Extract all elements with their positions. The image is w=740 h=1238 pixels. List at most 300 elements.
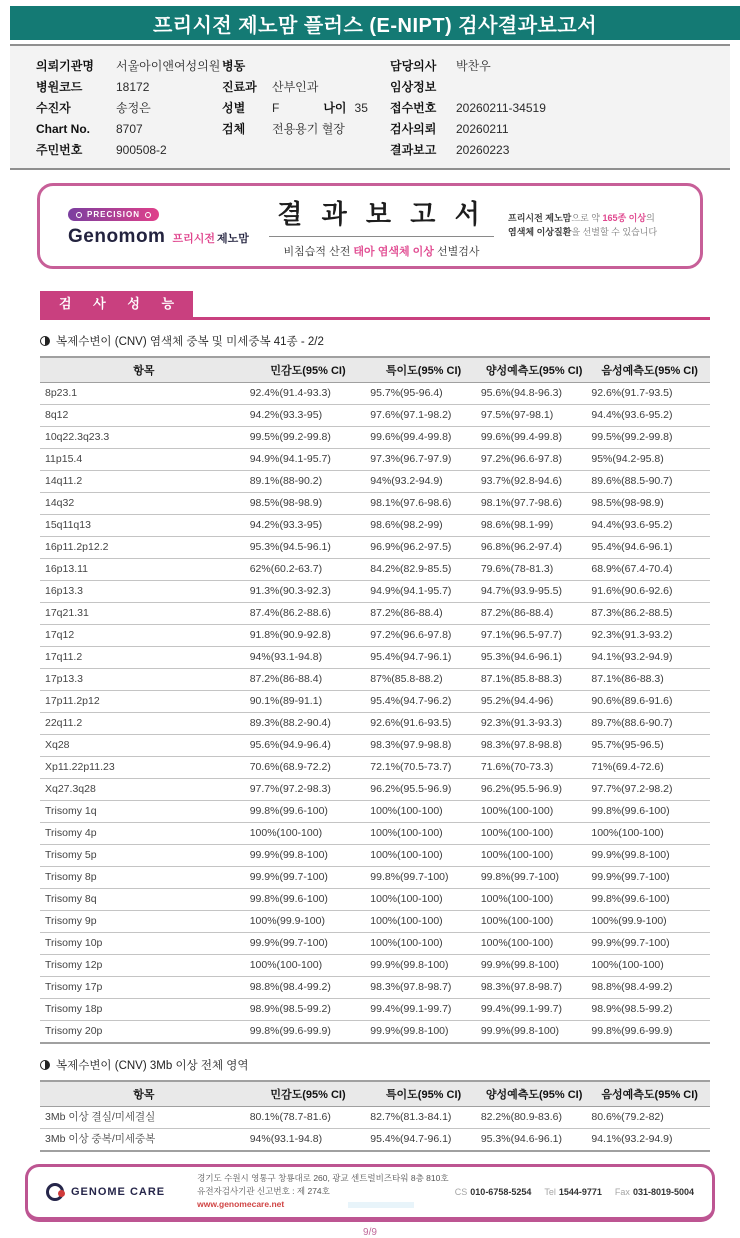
patient-info-row [222, 97, 390, 118]
table-row [40, 888, 710, 910]
patient-info-row [36, 55, 222, 76]
info-label: 의뢰기관명 [36, 59, 94, 73]
value-cell: 87%(85.8-88.2) [368, 668, 479, 690]
value-cell: 95.4%(94.7-96.2) [368, 690, 479, 712]
info-value: 20260223 [456, 142, 510, 157]
value-cell: 93.7%(92.8-94.6) [479, 470, 590, 492]
item-cell: 17q11.2 [40, 646, 248, 668]
patient-info-row [222, 55, 390, 76]
value-cell: 95%(94.2-95.8) [589, 448, 710, 470]
value-cell: 100%(100-100) [479, 800, 590, 822]
item-cell: Trisomy 8p [40, 866, 248, 888]
value-cell: 94.2%(93.3-95) [248, 404, 369, 426]
value-cell: 87.1%(85.8-88.3) [479, 668, 590, 690]
info-label: Chart No. [36, 121, 90, 136]
banner-subtitle-accent: 태아 염색체 이상 [353, 245, 434, 258]
banner-note-line1 [508, 212, 682, 226]
table-row [40, 668, 710, 690]
table-row [40, 602, 710, 624]
value-cell: 100%(100-100) [368, 888, 479, 910]
tel-label: Tel [544, 1186, 556, 1197]
tel-number: 1544-9771 [558, 1186, 602, 1197]
value-cell: 99.5%(99.2-99.8) [589, 426, 710, 448]
info-label: 검체 [222, 122, 246, 136]
note-bold-1: 프리시전 제노맘 [508, 213, 572, 224]
value-cell: 98.3%(97.9-98.8) [368, 734, 479, 756]
info-value: 35 [354, 100, 368, 115]
value-cell: 89.1%(88-90.2) [248, 470, 369, 492]
value-cell: 71%(69.4-72.6) [589, 756, 710, 778]
value-cell: 100%(100-100) [368, 822, 479, 844]
brand-kr-pink: 프리시전 [172, 232, 215, 245]
banner-rule [269, 236, 494, 237]
item-cell: Trisomy 18p [40, 998, 248, 1020]
value-cell: 97.7%(97.2-98.3) [248, 778, 369, 800]
value-cell: 94.9%(94.1-95.7) [248, 448, 369, 470]
value-cell: 99.9%(99.8-100) [248, 844, 369, 866]
half-circle-icon [40, 336, 50, 346]
banner-center [255, 194, 508, 259]
patient-info-row [36, 76, 222, 97]
value-cell: 97.3%(96.7-97.9) [368, 448, 479, 470]
patient-info-row [36, 118, 222, 139]
value-cell: 99.6%(99.4-99.8) [479, 426, 590, 448]
value-cell: 95.3%(94.6-96.1) [479, 1128, 590, 1151]
genome-care-logo [46, 1183, 165, 1201]
value-cell: 98.6%(98.1-99) [479, 514, 590, 536]
value-cell: 92.4%(91.4-93.3) [248, 382, 369, 404]
value-cell: 92.3%(91.3-93.2) [589, 624, 710, 646]
value-cell: 100%(100-100) [479, 888, 590, 910]
note-bold-2: 염색체 이상질환 [508, 227, 572, 237]
table-row [40, 800, 710, 822]
brand-line [68, 226, 255, 248]
value-cell: 94%(93.1-94.8) [248, 1128, 369, 1151]
value-cell: 91.6%(90.6-92.6) [589, 580, 710, 602]
info-label: 성별 [222, 101, 246, 115]
table-row [40, 382, 710, 404]
info-label: 결과보고 [390, 143, 437, 157]
genomom-logo [40, 205, 255, 248]
value-cell: 99.8%(99.6-99.9) [248, 1020, 369, 1043]
item-cell: Xp11.22p11.23 [40, 756, 248, 778]
table-row [40, 470, 710, 492]
value-cell: 99.9%(99.8-100) [479, 1020, 590, 1043]
value-cell: 94.1%(93.2-94.9) [589, 1128, 710, 1151]
tel-contact [544, 1187, 602, 1197]
value-cell: 99.8%(99.7-100) [479, 866, 590, 888]
footer-panel [25, 1164, 715, 1222]
perf-table-2 [40, 1080, 710, 1152]
value-cell: 96.2%(95.5-96.9) [479, 778, 590, 800]
item-cell: 14q11.2 [40, 470, 248, 492]
precision-badge-label: PRECISION [87, 210, 141, 219]
value-cell: 82.2%(80.9-83.6) [479, 1106, 590, 1128]
value-cell: 100%(99.9-100) [589, 910, 710, 932]
banner-subtitle-pre: 비침습적 산전 [283, 245, 354, 258]
value-cell: 100%(100-100) [368, 800, 479, 822]
cs-label: CS [454, 1186, 468, 1197]
value-cell: 72.1%(70.5-73.7) [368, 756, 479, 778]
value-cell: 99.4%(99.1-99.7) [479, 998, 590, 1020]
patient-info-col3 [390, 55, 730, 160]
perf-table-1 [40, 356, 710, 1044]
value-cell: 100%(100-100) [479, 910, 590, 932]
value-cell: 98.8%(98.4-99.2) [248, 976, 369, 998]
table-row [40, 910, 710, 932]
item-cell: 3Mb 이상 중복/미세중복 [40, 1128, 248, 1151]
patient-info-row [36, 97, 222, 118]
fax-number: 031-8019-5004 [632, 1186, 694, 1197]
table-row [40, 514, 710, 536]
value-cell: 82.7%(81.3-84.1) [368, 1106, 479, 1128]
patient-info-col1 [10, 55, 222, 160]
patient-info-row [390, 139, 730, 160]
value-cell: 94.1%(93.2-94.9) [589, 646, 710, 668]
value-cell: 89.3%(88.2-90.4) [248, 712, 369, 734]
item-cell: Trisomy 1q [40, 800, 248, 822]
item-cell: 14q32 [40, 492, 248, 514]
note-end-1: 의 [646, 213, 655, 224]
value-cell: 99.9%(99.8-100) [479, 954, 590, 976]
badge-dot-icon [76, 212, 82, 218]
value-cell: 94.9%(94.1-95.7) [368, 580, 479, 602]
value-cell: 97.6%(97.1-98.2) [368, 404, 479, 426]
table-row [40, 448, 710, 470]
info-label: 주민번호 [36, 143, 83, 157]
item-cell: 17q21.31 [40, 602, 248, 624]
item-cell: 17p13.3 [40, 668, 248, 690]
value-cell: 89.7%(88.6-90.7) [589, 712, 710, 734]
info-value: 8707 [116, 121, 143, 136]
table-row [40, 1128, 710, 1151]
banner-subtitle-post: 선별검사 [433, 245, 480, 258]
item-cell: 16p13.11 [40, 558, 248, 580]
table-row [40, 558, 710, 580]
info-label: 접수번호 [390, 101, 437, 115]
value-cell: 99.9%(99.8-100) [368, 1020, 479, 1043]
value-cell: 97.2%(96.6-97.8) [368, 624, 479, 646]
value-cell: 99.9%(99.7-100) [248, 866, 369, 888]
footer-website-link[interactable]: www.genomecare.net [197, 1199, 285, 1210]
table-row [40, 998, 710, 1020]
cnv-table1-subtitle [40, 333, 740, 349]
value-cell: 99.8%(99.7-100) [368, 866, 479, 888]
banner-title: 결 과 보 고 서 [277, 198, 486, 229]
genome-care-mark-icon [46, 1183, 64, 1201]
value-cell: 84.2%(82.9-85.5) [368, 558, 479, 580]
value-cell: 99.5%(99.2-99.8) [248, 426, 369, 448]
table-row [40, 1020, 710, 1043]
info-value: 20260211-34519 [456, 100, 546, 115]
value-cell: 80.6%(79.2-82) [589, 1106, 710, 1128]
column-header: 음성예측도(95% CI) [589, 1081, 710, 1107]
value-cell: 71.6%(70-73.3) [479, 756, 590, 778]
value-cell: 98.5%(98-98.9) [589, 492, 710, 514]
note-end-2: 을 선별할 수 있습니다 [571, 227, 658, 237]
item-cell: Trisomy 4p [40, 822, 248, 844]
cs-number: 010-6758-5254 [470, 1186, 532, 1197]
genome-care-name: GENOME CARE [71, 1185, 166, 1198]
info-value: 송정은 [116, 101, 151, 115]
precision-badge [68, 208, 159, 221]
item-cell: Trisomy 10p [40, 932, 248, 954]
value-cell: 98.9%(98.5-99.2) [248, 998, 369, 1020]
value-cell: 100%(100-100) [248, 822, 369, 844]
performance-section-title: 검 사 성 능 [40, 291, 193, 317]
value-cell: 87.2%(86-88.4) [368, 602, 479, 624]
item-cell: Trisomy 8q [40, 888, 248, 910]
note-accent: 165종 이상 [602, 213, 647, 224]
performance-section-rule [40, 291, 710, 320]
info-value: 서울아이앤여성의원 [116, 59, 221, 73]
cnv-table1-subtitle-text: 복제수변이 (CNV) 염색체 중복 및 미세중복 41종 - 2/2 [56, 335, 324, 348]
info-value: 산부인과 [272, 80, 319, 94]
value-cell: 79.6%(78-81.3) [479, 558, 590, 580]
value-cell: 98.3%(97.8-98.7) [479, 976, 590, 998]
item-cell: Trisomy 17p [40, 976, 248, 998]
item-cell: Trisomy 12p [40, 954, 248, 976]
report-title: 프리시전 제노맘 플러스 (E-NIPT) 검사결과보고서 [152, 14, 598, 37]
value-cell: 87.2%(86-88.4) [479, 602, 590, 624]
value-cell: 98.8%(98.4-99.2) [589, 976, 710, 998]
value-cell: 92.3%(91.3-93.3) [479, 712, 590, 734]
banner-note-line2 [508, 226, 682, 240]
value-cell: 100%(100-100) [368, 932, 479, 954]
value-cell: 95.2%(94.4-96) [479, 690, 590, 712]
patient-info-col2 [222, 55, 390, 160]
item-cell: Trisomy 9p [40, 910, 248, 932]
cnv-table2-subtitle [40, 1057, 740, 1073]
info-label: 나이 [323, 101, 347, 115]
column-header: 특이도(95% CI) [368, 357, 479, 383]
column-header: 특이도(95% CI) [368, 1081, 479, 1107]
value-cell: 100%(100-100) [368, 910, 479, 932]
column-header: 항목 [40, 357, 248, 383]
item-cell: Xq28 [40, 734, 248, 756]
value-cell: 98.3%(97.8-98.8) [479, 734, 590, 756]
patient-info-row [222, 118, 390, 139]
column-header: 항목 [40, 1081, 248, 1107]
table-row [40, 580, 710, 602]
value-cell: 62%(60.2-63.7) [248, 558, 369, 580]
value-cell: 94.4%(93.6-95.2) [589, 404, 710, 426]
info-value: F [272, 100, 280, 115]
table-row [40, 976, 710, 998]
table-row [40, 932, 710, 954]
banner-subtitle [255, 243, 508, 259]
patient-info-row [390, 118, 730, 139]
patient-info-panel [10, 44, 730, 170]
value-cell: 70.6%(68.9-72.2) [248, 756, 369, 778]
item-cell: 8p23.1 [40, 382, 248, 404]
value-cell: 92.6%(91.7-93.5) [589, 382, 710, 404]
table-row [40, 404, 710, 426]
column-header: 음성예측도(95% CI) [589, 357, 710, 383]
table-row [40, 536, 710, 558]
value-cell: 94%(93.2-94.9) [368, 470, 479, 492]
info-value: 박찬우 [456, 59, 491, 73]
value-cell: 99.9%(99.8-100) [589, 844, 710, 866]
column-header: 민감도(95% CI) [248, 357, 369, 383]
value-cell: 87.4%(86.2-88.6) [248, 602, 369, 624]
table-header-row [40, 1081, 710, 1107]
value-cell: 100%(100-100) [589, 954, 710, 976]
value-cell: 91.3%(90.3-92.3) [248, 580, 369, 602]
value-cell: 94.2%(93.3-95) [248, 514, 369, 536]
value-cell: 99.8%(99.6-99.9) [589, 1020, 710, 1043]
footer-address-line2: 유전자검사기관 신고번호 : 제 274호 [197, 1186, 330, 1196]
info-label: 병원코드 [36, 80, 83, 94]
value-cell: 87.1%(86-88.3) [589, 668, 710, 690]
banner-note [508, 212, 700, 240]
table-row [40, 492, 710, 514]
value-cell: 95.4%(94.7-96.1) [368, 646, 479, 668]
info-label: 담당의사 [390, 59, 437, 73]
value-cell: 100%(100-100) [479, 932, 590, 954]
value-cell: 92.6%(91.6-93.5) [368, 712, 479, 734]
cnv-table2-subtitle-text: 복제수변이 (CNV) 3Mb 이상 전체 영역 [56, 1059, 249, 1072]
info-value: 900508-2 [116, 142, 167, 157]
value-cell: 68.9%(67.4-70.4) [589, 558, 710, 580]
bottom-smudge [348, 1202, 414, 1208]
value-cell: 99.8%(99.6-100) [248, 800, 369, 822]
item-cell: 3Mb 이상 결실/미세결실 [40, 1106, 248, 1128]
table-row [40, 778, 710, 800]
value-cell: 100%(100-100) [479, 844, 590, 866]
info-label: 검사의뢰 [390, 122, 437, 136]
value-cell: 98.1%(97.7-98.6) [479, 492, 590, 514]
item-cell: 8q12 [40, 404, 248, 426]
value-cell: 100%(100-100) [589, 822, 710, 844]
value-cell: 100%(100-100) [248, 954, 369, 976]
info-label: 병동 [222, 59, 246, 73]
value-cell: 98.5%(98-98.9) [248, 492, 369, 514]
patient-info-row [222, 76, 390, 97]
info-value: 18172 [116, 79, 150, 94]
item-cell: 16p13.3 [40, 580, 248, 602]
table-row [40, 624, 710, 646]
patient-info-row [390, 55, 730, 76]
value-cell: 99.8%(99.6-100) [589, 888, 710, 910]
value-cell: 95.3%(94.6-96.1) [479, 646, 590, 668]
value-cell: 98.9%(98.5-99.2) [589, 998, 710, 1020]
value-cell: 89.6%(88.5-90.7) [589, 470, 710, 492]
column-header: 민감도(95% CI) [248, 1081, 369, 1107]
value-cell: 95.7%(95-96.5) [589, 734, 710, 756]
table-header-row [40, 357, 710, 383]
value-cell: 96.2%(95.5-96.9) [368, 778, 479, 800]
table-row [40, 690, 710, 712]
item-cell: Xq27.3q28 [40, 778, 248, 800]
value-cell: 94%(93.1-94.8) [248, 646, 369, 668]
value-cell: 100%(100-100) [479, 822, 590, 844]
item-cell: 15q11q13 [40, 514, 248, 536]
value-cell: 95.4%(94.6-96.1) [589, 536, 710, 558]
info-label: 수진자 [36, 101, 71, 115]
patient-info-row [36, 139, 222, 160]
table-row [40, 712, 710, 734]
value-cell: 99.9%(99.7-100) [248, 932, 369, 954]
table-row [40, 734, 710, 756]
value-cell: 96.9%(96.2-97.5) [368, 536, 479, 558]
table-row [40, 646, 710, 668]
value-cell: 87.3%(86.2-88.5) [589, 602, 710, 624]
value-cell: 90.6%(89.6-91.6) [589, 690, 710, 712]
value-cell: 97.5%(97-98.1) [479, 404, 590, 426]
item-cell: 11p15.4 [40, 448, 248, 470]
info-label: 임상정보 [390, 80, 437, 94]
value-cell: 98.1%(97.6-98.6) [368, 492, 479, 514]
item-cell: 22q11.2 [40, 712, 248, 734]
value-cell: 100%(99.9-100) [248, 910, 369, 932]
item-cell: 10q22.3q23.3 [40, 426, 248, 448]
value-cell: 97.7%(97.2-98.2) [589, 778, 710, 800]
value-cell: 95.6%(94.9-96.4) [248, 734, 369, 756]
value-cell: 99.9%(99.8-100) [368, 954, 479, 976]
table-row [40, 756, 710, 778]
cs-contact [455, 1187, 532, 1197]
table-row [40, 866, 710, 888]
value-cell: 98.6%(98.2-99) [368, 514, 479, 536]
value-cell: 94.7%(93.9-95.5) [479, 580, 590, 602]
value-cell: 87.2%(86-88.4) [248, 668, 369, 690]
column-header: 양성예측도(95% CI) [479, 1081, 590, 1107]
value-cell: 99.8%(99.6-100) [589, 800, 710, 822]
item-cell: Trisomy 20p [40, 1020, 248, 1043]
table-row [40, 822, 710, 844]
value-cell: 90.1%(89-91.1) [248, 690, 369, 712]
badge-dot-icon [145, 212, 151, 218]
column-header: 양성예측도(95% CI) [479, 357, 590, 383]
item-cell: 17q12 [40, 624, 248, 646]
result-banner [37, 183, 703, 269]
brand-kr-dark: 제노맘 [216, 232, 249, 245]
item-cell: 17p11.2p12 [40, 690, 248, 712]
value-cell: 98.3%(97.8-98.7) [368, 976, 479, 998]
footer-address-line1: 경기도 수원시 영통구 창룡대로 260, 광교 센트럴비즈타워 8층 810호 [197, 1172, 449, 1183]
value-cell: 94.4%(93.6-95.2) [589, 514, 710, 536]
value-cell: 100%(100-100) [368, 844, 479, 866]
page-number: 9/9 [363, 1226, 377, 1238]
value-cell: 99.9%(99.7-100) [589, 932, 710, 954]
brand-name: Genomom [68, 225, 166, 247]
value-cell: 91.8%(90.9-92.8) [248, 624, 369, 646]
item-cell: 16p11.2p12.2 [40, 536, 248, 558]
value-cell: 80.1%(78.7-81.6) [248, 1106, 369, 1128]
info-value: 20260211 [456, 121, 509, 136]
info-value: 전용용기 혈장 [272, 122, 345, 136]
value-cell: 95.6%(94.8-96.3) [479, 382, 590, 404]
value-cell: 99.8%(99.6-100) [248, 888, 369, 910]
info-label: 진료과 [222, 80, 257, 94]
fax-label: Fax [614, 1186, 630, 1197]
value-cell: 97.2%(96.6-97.8) [479, 448, 590, 470]
table-row [40, 844, 710, 866]
footer-contacts [455, 1187, 694, 1197]
table-row [40, 1106, 710, 1128]
value-cell: 95.4%(94.7-96.1) [368, 1128, 479, 1151]
value-cell: 95.3%(94.5-96.1) [248, 536, 369, 558]
item-cell: Trisomy 5p [40, 844, 248, 866]
note-mid: 으로 약 [571, 213, 603, 224]
value-cell: 99.6%(99.4-99.8) [368, 426, 479, 448]
value-cell: 96.8%(96.2-97.4) [479, 536, 590, 558]
value-cell: 95.7%(95-96.4) [368, 382, 479, 404]
half-circle-icon [40, 1060, 50, 1070]
value-cell: 97.1%(96.5-97.7) [479, 624, 590, 646]
table-row [40, 954, 710, 976]
